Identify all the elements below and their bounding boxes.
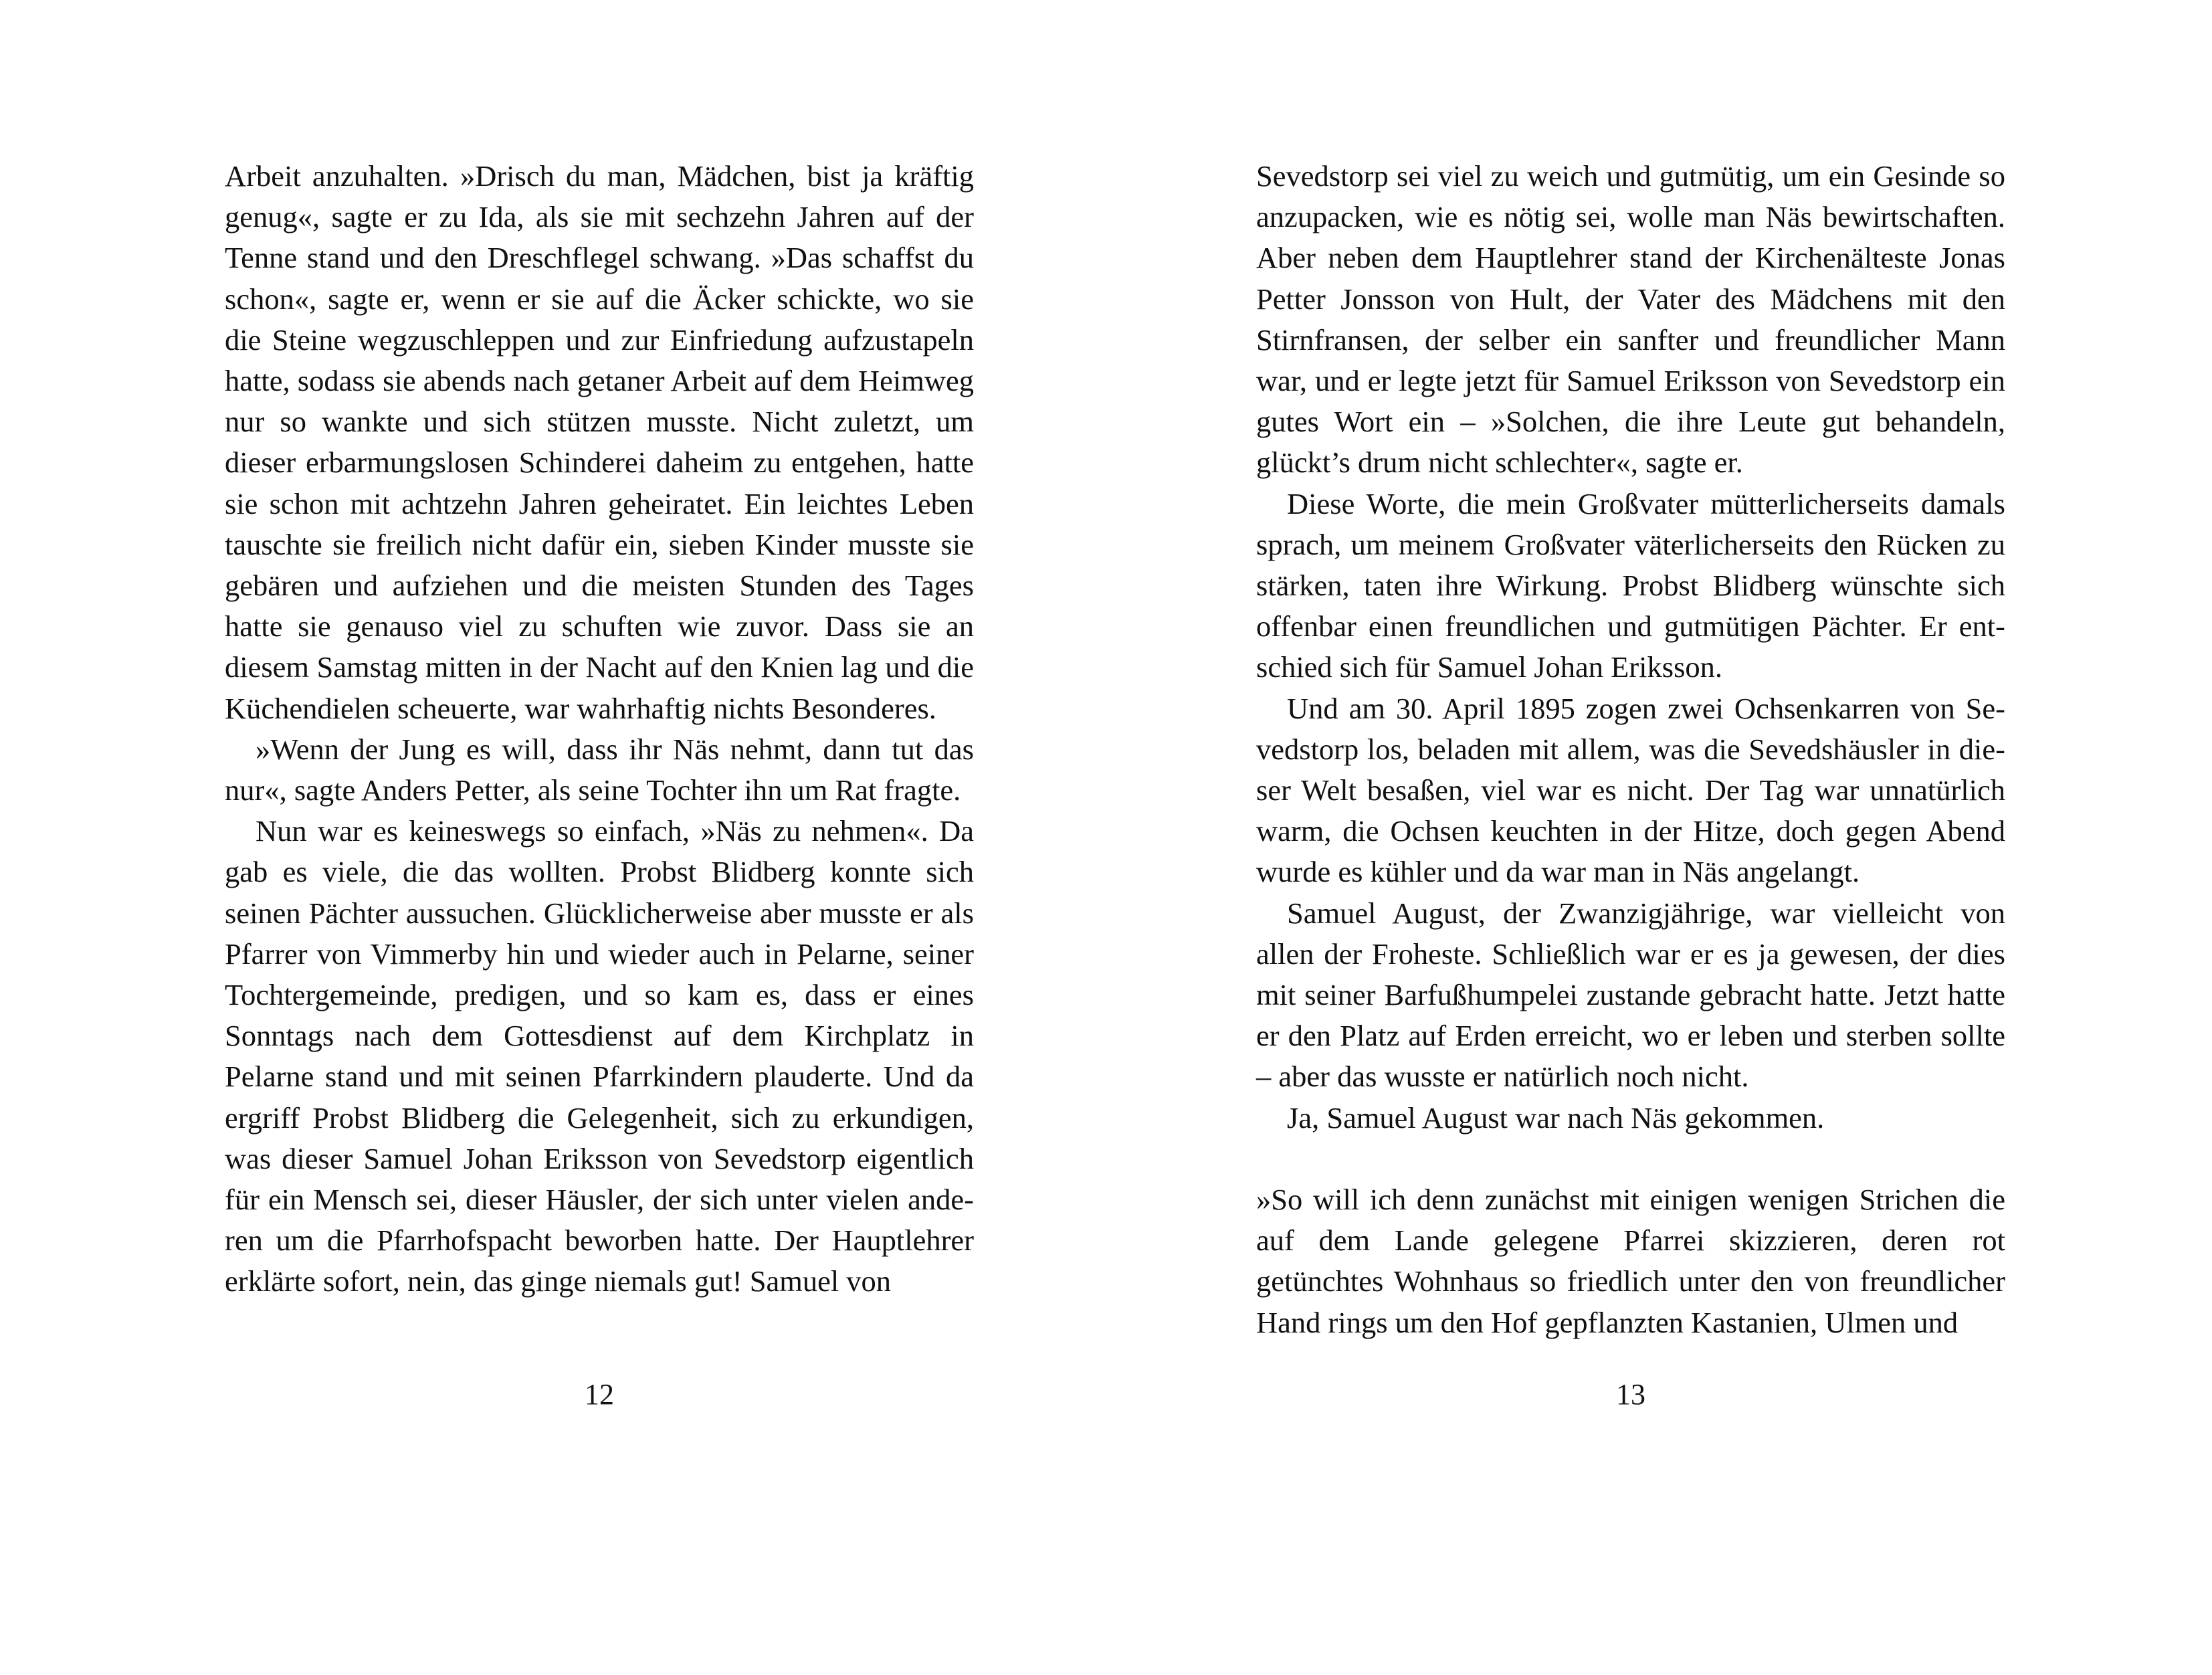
page-number: 12 [585,1378,614,1411]
page-number: 13 [1616,1378,1645,1411]
right-page-text [1256,156,2005,1343]
paragraph: Diese Worte, die mein Großvater mütterlicherseits damals sprach, um meinem Großvater väterlicherseits den Rücken zu stärken, taten ihre Wirkung. Probst Blidberg wünschte sich offenbar einen freundlichen und gutmütigen Pächter. Er entschied sich für Samuel Johan Eriksson. [1256,486,2005,684]
paragraph: »So will ich denn zunächst mit einigen wenigen Strichen die auf dem Lande gelegene Pfarrei skizzieren, deren rot getünchtes Wohnhaus so friedlich unter den von freundlicher Hand rings um den Hof gepflanzten Kastanien, Ulmen und [1256,1183,2005,1339]
paragraph: Arbeit anzuhalten. »Drisch du man, Mädchen, bist ja kräftig genug«, sagte er zu Ida, als sie mit sechzehn Jahren auf der Tenne stand und den Dreschflegel schwang. »Das schaffst du schon«, sagte er, wenn er sie auf die Äcker schickte, wo sie die Steine wegzuschleppen und zur Einfriedung aufzustapeln hatte, sodass sie abends nach getaner Arbeit auf dem Heimweg nur so wankte und sich stützen musste. Nicht zuletzt, um dieser erbarmungslosen Schinderei daheim zu entgehen, hatte sie schon mit achtzehn Jahren geheiratet. Ein leichtes Leben tauschte sie freilich nicht dafür ein, sieben Kinder musste sie gebären und aufziehen und die meisten Stunden des Tages hatte sie genauso viel zu schuften wie zuvor. Dass sie an diesem Samstag mitten in der Nacht auf den Knien lag und die Küchendielen scheuerte, war wahrhaftig nichts Besonderes. [225,159,974,725]
paragraph: Ja, Samuel August war nach Näs gekommen. [1287,1100,1825,1135]
paragraph: Sevedstorp sei viel zu weich und gutmütig, um ein Gesinde so anzupacken, wie es nötig sei, wolle man Näs bewirtschaften. Aber neben dem Hauptlehrer stand der Kirchenälteste Jonas Petter Jonsson von Hult, der Vater des Mädchens mit den Stirnfransen, der selber ein sanfter und freundlicher Mann war, und er legte jetzt für Samuel Eriksson von Sevedstorp ein gutes Wort ein – »Solchen, die ihre Leute gut behandeln, glückt’s drum nicht schlechter«, sagte er. [1256,159,2005,480]
paragraph: »Wenn der Jung es will, dass ihr Näs nehmt, dann tut das nur«, sagte Anders Petter, als seine Tochter ihn um Rat fragte. [225,732,974,807]
paragraph: Und am 30. April 1895 zogen zwei Ochsenkarren von Sevedstorp los, beladen mit allem, was die Sevedshäusler in dieser Welt besaßen, viel war es nicht. Der Tag war unnatürlich warm, die Ochsen keuchten in der Hitze, doch gegen Abend wurde es kühler und da war man in Näs angelangt. [1256,691,2005,889]
paragraph: Samuel August, der Zwanzigjährige, war vielleicht von allen der Froheste. Schließlich war er es ja gewesen, der dies mit seiner Barfußhumpelei zustande gebracht hatte. Jetzt hatte er den Platz auf Erden erreicht, wo er leben und sterben sollte – aber das wusste er natürlich noch nicht. [1256,896,2005,1094]
left-page-text [225,156,974,1302]
paragraph: Nun war es keineswegs so einfach, »Näs zu nehmen«. Da gab es viele, die das wollten. Probst Blidberg konnte sich seinen Pächter aussuchen. Glücklicherweise aber musste er als Pfarrer von Vimmerby hin und wieder auch in Pelarne, seiner Tochtergemeinde, predigen, und so kam es, dass er eines Sonntags nach dem Gottesdienst auf dem Kirchplatz in Pelarne stand und mit seinen Pfarrkindern plauderte. Und da ergriff Probst Blidberg die Gelegenheit, sich zu erkundigen, was dieser Samuel Johan Eriksson von Sevedstorp eigentlich für ein Mensch sei, dieser Häusler, der sich unter vielen anderen um die Pfarrhofspacht beworben hatte. Der Hauptlehrer erklärte sofort, nein, das ginge niemals gut! Samuel von [225,814,974,1298]
